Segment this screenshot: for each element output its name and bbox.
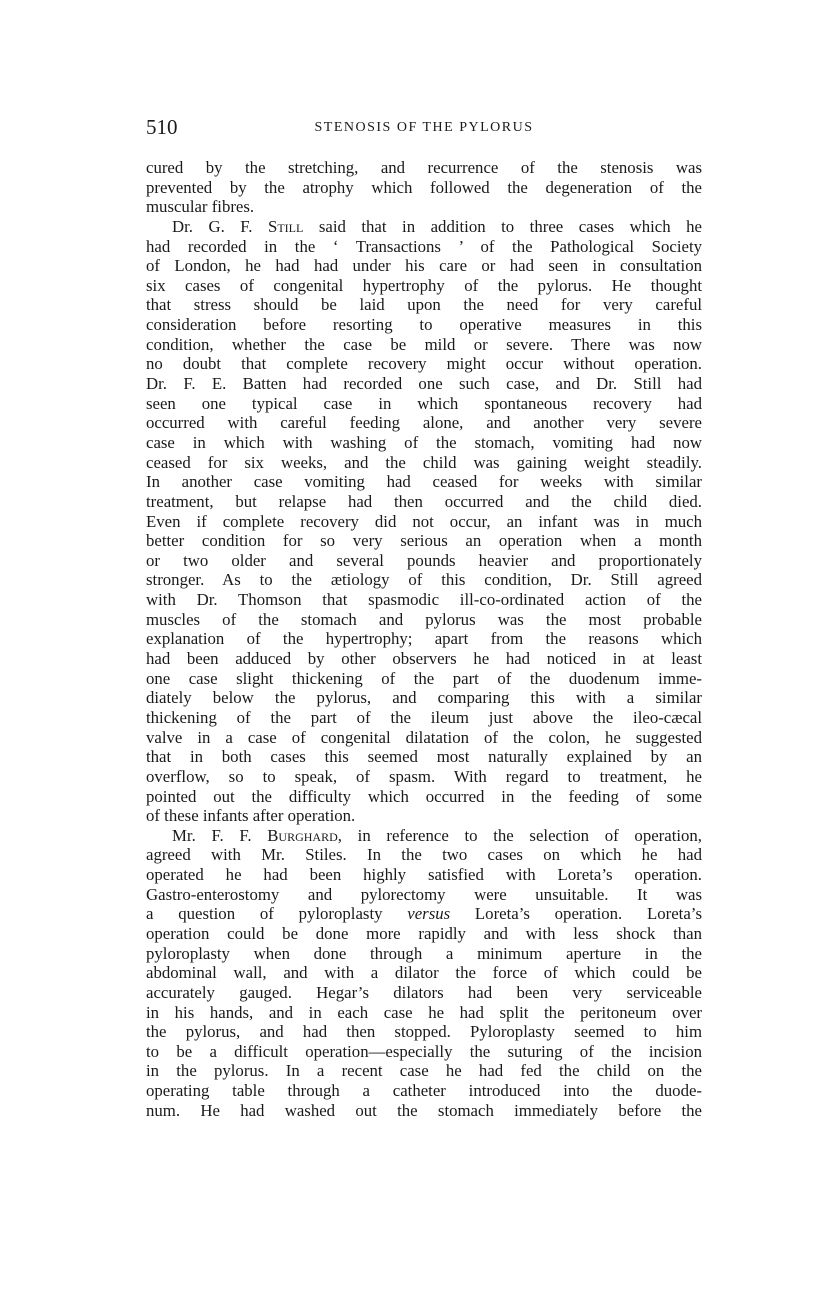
- text-line: In another case vomiting had ceased for weeks with similar: [146, 472, 702, 492]
- text-line: explanation of the hypertrophy; apart from the reasons which: [146, 629, 702, 649]
- text-line: had recorded in the ‘ Transactions ’ of the Pathological Society: [146, 236, 702, 256]
- text-line: had been adduced by other observers he had noticed in at least: [146, 649, 702, 669]
- speaker-name: Still: [268, 216, 304, 236]
- text-line: overflow, so to speak, of spasm. With regard to treatment, he: [146, 766, 702, 786]
- text-line: operated he had been highly satisfied with Loreta’s operation.: [146, 865, 702, 885]
- line-segment: said that in addition to three cases which he: [303, 216, 702, 236]
- text-line: case in which with washing of the stomach, vomiting had now: [146, 432, 702, 452]
- text-line: with Dr. Thomson that spasmodic ill-co-ordinated action of the: [146, 590, 702, 610]
- text-line: the pylorus, and had then stopped. Pyloroplasty seemed to him: [146, 1022, 702, 1042]
- text-line: of London, he had had under his care or had seen in consultation: [146, 256, 702, 276]
- text-line: thickening of the part of the ileum just above the ileo-cæcal: [146, 707, 702, 727]
- text-line: accurately gauged. Hegar’s dilators had been very serviceable: [146, 982, 702, 1002]
- line-segment: Mr. F. F.: [172, 825, 268, 845]
- text-line: cured by the stretching, and recurrence of the stenosis was: [146, 158, 702, 177]
- text-line: ceased for six weeks, and the child was gaining weight steadily.: [146, 452, 702, 472]
- text-line: Dr. F. E. Batten had recorded one such case, and Dr. Still had: [146, 374, 702, 394]
- text-line: in the pylorus. In a recent case he had fed the child on the: [146, 1061, 702, 1081]
- text-line: [146, 217, 702, 237]
- running-title: STENOSIS OF THE PYLORUS: [314, 120, 534, 135]
- text-line: [146, 826, 702, 846]
- line-segment: Dr. G. F.: [172, 216, 268, 236]
- text-line: num. He had washed out the stomach immediately before the: [146, 1100, 702, 1120]
- text-line: better condition for so very serious an operation when a month: [146, 531, 702, 551]
- text-line: that in both cases this seemed most naturally explained by an: [146, 747, 702, 767]
- text-line: that stress should be laid upon the need for very careful: [146, 295, 702, 315]
- text-line: muscles of the stomach and pylorus was the most probable: [146, 609, 702, 629]
- text-line: stronger. As to the ætiology of this condition, Dr. Still agreed: [146, 570, 702, 590]
- text-line: treatment, but relapse had then occurred and the child died.: [146, 491, 702, 511]
- text-line: pointed out the difficulty which occurred in the feeding of some: [146, 786, 702, 806]
- line-segment: a question of pyloroplasty: [146, 904, 408, 924]
- text-line: valve in a case of congenital dilatation of the colon, he suggested: [146, 727, 702, 747]
- text-line: pyloroplasty when done through a minimum aperture in the: [146, 943, 702, 963]
- body-text: [146, 158, 702, 1120]
- text-line: of these infants after operation.: [146, 806, 356, 826]
- text-line: no doubt that complete recovery might occur without operation.: [146, 354, 702, 374]
- text-line: prevented by the atrophy which followed the degeneration of the: [146, 177, 702, 197]
- italic-term: versus: [407, 904, 451, 924]
- text-line: six cases of congenital hypertrophy of the pylorus. He thought: [146, 275, 702, 295]
- text-line: operating table through a catheter introduced into the duode-: [146, 1081, 702, 1101]
- text-line: seen one typical case in which spontaneous recovery had: [146, 393, 702, 413]
- text-line: one case slight thickening of the part of the duodenum imme-: [146, 668, 702, 688]
- text-line: to be a difficult operation—especially the suturing of the incision: [146, 1041, 702, 1061]
- text-line: diately below the pylorus, and comparing this with a similar: [146, 688, 702, 708]
- text-line: in his hands, and in each case he had split the peritoneum over: [146, 1002, 702, 1022]
- text-line: consideration before resorting to operative measures in this: [146, 315, 702, 335]
- text-line: agreed with Mr. Stiles. In the two cases on which he had: [146, 845, 702, 865]
- text-line: [146, 904, 702, 924]
- line-segment: Loreta’s operation. Loreta’s: [450, 904, 702, 924]
- page-header: [146, 115, 702, 145]
- text-line: abdominal wall, and with a dilator the force of which could be: [146, 963, 702, 983]
- text-line: condition, whether the case be mild or severe. There was now: [146, 334, 702, 354]
- text-line: operation could be done more rapidly and with less shock than: [146, 923, 702, 943]
- text-line: or two older and several pounds heavier and proportionately: [146, 550, 702, 570]
- text-line: Even if complete recovery did not occur, an infant was in much: [146, 511, 702, 531]
- text-line: Gastro-enterostomy and pylorectomy were unsuitable. It was: [146, 884, 702, 904]
- speaker-name: Burghard: [267, 825, 338, 845]
- text-line: occurred with careful feeding alone, and another very severe: [146, 413, 702, 433]
- line-segment: , in reference to the selection of operation,: [337, 825, 702, 845]
- text-line: muscular fibres.: [146, 197, 255, 217]
- page-number: 510: [146, 115, 178, 139]
